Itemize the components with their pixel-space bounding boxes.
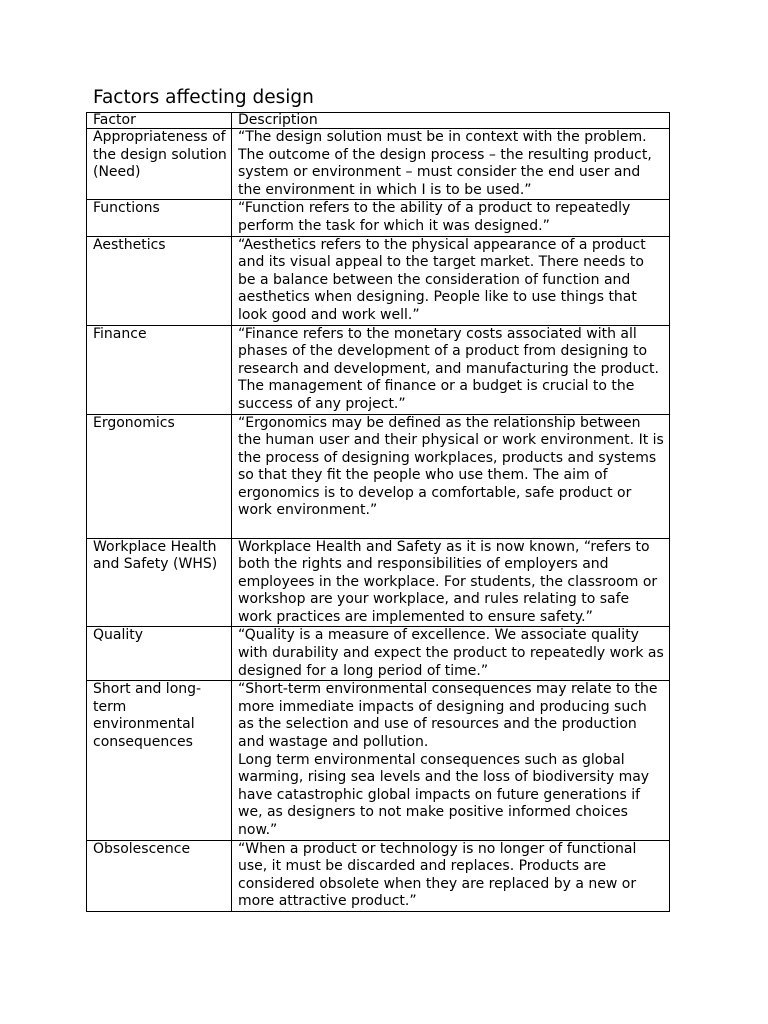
column-header-factor: Factor <box>87 113 232 129</box>
description-cell <box>232 129 670 200</box>
description-text: “Quality is a measure of excellence. We associate quality with durability and expect the product to repeatedly work as designed for a long period of time.” <box>238 627 664 679</box>
description-text: “Finance refers to the monetary costs associated with all phases of the development of a product from designing to research and development, and manufacturing the product. The management of finance or a budget is crucial to the success of any project.” <box>238 325 659 412</box>
description-text: “Short-term environmental consequences may relate to the more immediate impacts of designing and producing such as the selection and use of resources and the production and wastage and pollution. <box>238 681 658 751</box>
factor-cell: Aesthetics <box>87 236 232 325</box>
page-title: Factors affecting design <box>93 87 314 108</box>
factor-cell: Finance <box>87 325 232 414</box>
description-text: “Function refers to the ability of a product to repeatedly perform the task for which it was designed.” <box>238 200 631 234</box>
description-text: Long term environmental consequences such as global warming, rising sea levels and the loss of biodiversity may have catastrophic global impacts on future generations if we, as designers to not make positive informed choices now.” <box>238 751 650 838</box>
description-text: “When a product or technology is no longer of functional use, it must be discarded and replaces. Products are considered obsolete when they are replaced by a new or more attractive product.” <box>238 840 637 910</box>
factor-cell: Obsolescence <box>87 840 232 911</box>
table-row <box>87 538 670 627</box>
description-text: “The design solution must be in context with the problem. The outcome of the design process – the resulting product, system or environment – must consider the end user and the environment in which I is to be used.” <box>238 129 652 198</box>
factor-cell: Appropriateness of the design solution (Need) <box>87 129 232 200</box>
column-header-description: Description <box>232 113 670 129</box>
table-header-row <box>87 113 670 129</box>
factor-cell: Functions <box>87 200 232 236</box>
factor-cell: Ergonomics <box>87 414 232 538</box>
factor-cell: Quality <box>87 627 232 681</box>
table-row <box>87 129 670 200</box>
description-text: “Ergonomics may be defined as the relationship between the human user and their physical or work environment. It is the process of designing workplaces, products and systems so that they fit the people who use them. The aim of ergonomics is to develop a comfortable, safe product or work environment.” <box>238 414 664 519</box>
table-row <box>87 200 670 236</box>
factor-cell: Workplace Health and Safety (WHS) <box>87 538 232 627</box>
table-row <box>87 414 670 538</box>
description-cell <box>232 200 670 236</box>
factors-table <box>86 112 670 912</box>
table-row <box>87 325 670 414</box>
description-cell <box>232 538 670 627</box>
table-row <box>87 236 670 325</box>
table-row <box>87 627 670 681</box>
description-cell <box>232 414 670 538</box>
description-cell <box>232 627 670 681</box>
description-text: Workplace Health and Safety as it is now known, “refers to both the rights and responsibilities of employers and employees in the workplace. For students, the classroom or workshop are your workplace, and rules relating to safe work practices are implemented to ensure safety.” <box>238 538 658 625</box>
description-cell <box>232 236 670 325</box>
table-row <box>87 681 670 840</box>
description-cell <box>232 325 670 414</box>
description-text: “Aesthetics refers to the physical appearance of a product and its visual appeal to the target market. There needs to be a balance between the consideration of function and aesthetics when designing. People like to use things that look good and work well.” <box>238 236 646 323</box>
table-row <box>87 840 670 911</box>
description-cell <box>232 840 670 911</box>
description-cell <box>232 681 670 840</box>
factor-cell: Short and long-term environmental consequences <box>87 681 232 840</box>
